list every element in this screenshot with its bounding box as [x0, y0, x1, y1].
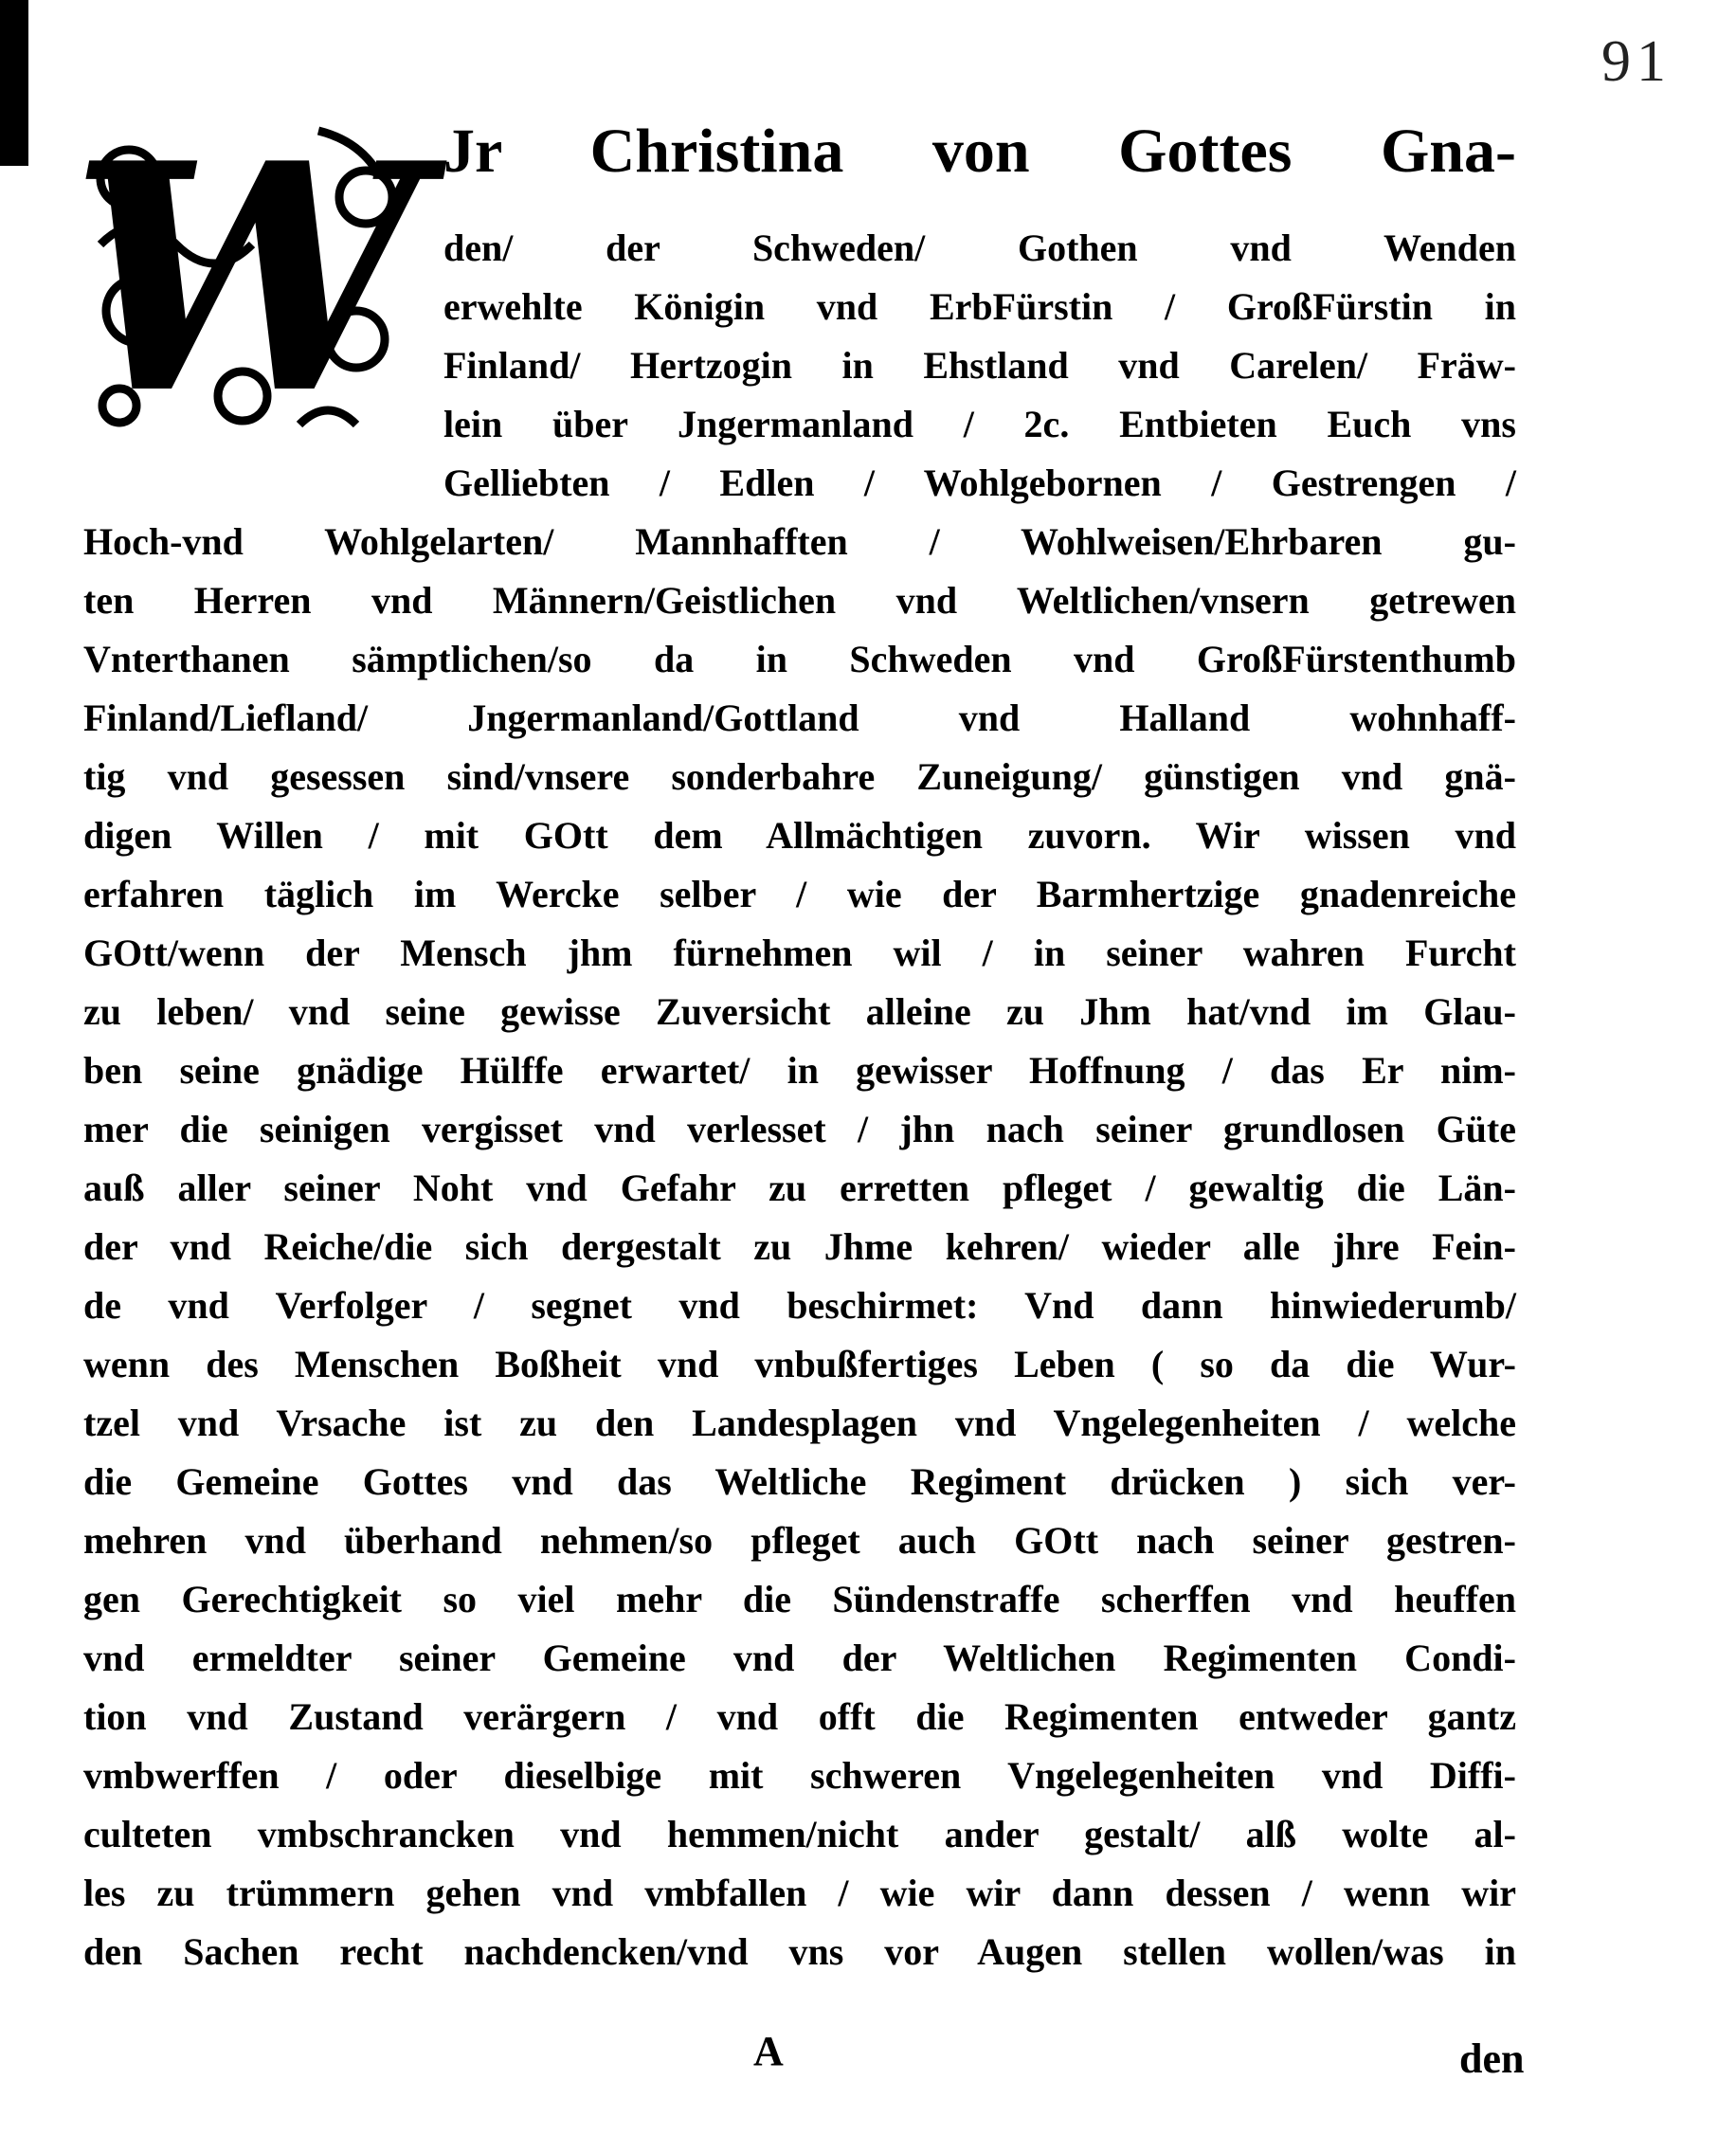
- text-line: wenn des Menschen Boßheit vnd vnbußfertiges Leben ( so da die Wur-: [83, 1343, 1516, 1385]
- page-number: 91: [1601, 29, 1672, 94]
- text-line: culteten vmbschrancken vnd hemmen/nicht ander gestalt/ alß wolte al-: [83, 1813, 1516, 1855]
- text-line: mer die seinigen vergisset vnd verlesset / jhn nach seiner grundlosen Güte: [83, 1108, 1516, 1150]
- text-line: den Sachen recht nachdencken/vnd vns vor Augen stellen wollen/was in: [83, 1930, 1516, 1973]
- drop-cap-letter: W: [69, 95, 422, 462]
- ornate-initial: [69, 95, 422, 462]
- text-line: Vnterthanen sämptlichen/so da in Schweden vnd GroßFürstenthumb: [83, 638, 1516, 680]
- text-line: les zu trümmern gehen vnd vmbfallen / wie wir dann dessen / wenn wir: [83, 1872, 1516, 1914]
- text-line: de vnd Verfolger / segnet vnd beschirmet: Vnd dann hinwiederumb/: [83, 1284, 1516, 1327]
- text-line: der vnd Reiche/die sich dergestalt zu Jhme kehren/ wieder alle jhre Fein-: [83, 1225, 1516, 1268]
- text-line: erfahren täglich im Wercke selber / wie der Barmhertzige gnadenreiche: [83, 873, 1516, 915]
- catchword: den: [1459, 2035, 1525, 2082]
- text-line: die Gemeine Gottes vnd das Weltliche Regiment drücken ) sich ver-: [83, 1460, 1516, 1503]
- text-line: lein über Jngermanland / 2c. Entbieten Euch vns: [443, 403, 1516, 445]
- heading-line: Jr Christina von Gottes Gna-: [443, 117, 1516, 186]
- text-line: Hoch-vnd Wohlgelarten/ Mannhafften / Wohlweisen/Ehrbaren gu-: [83, 520, 1516, 563]
- text-line: digen Willen / mit GOtt dem Allmächtigen zuvorn. Wir wissen vnd: [83, 814, 1516, 857]
- text-line: Finland/ Hertzogin in Ehstland vnd Carelen/ Fräw-: [443, 344, 1516, 387]
- text-line: vmbwerffen / oder dieselbige mit schweren Vngelegenheiten vnd Diffi-: [83, 1754, 1516, 1797]
- text-line: gen Gerechtigkeit so viel mehr die Sündenstraffe scherffen vnd heuffen: [83, 1578, 1516, 1620]
- text-line: zu leben/ vnd seine gewisse Zuversicht alleine zu Jhm hat/vnd im Glau-: [83, 990, 1516, 1033]
- scan-edge-shadow: [0, 0, 28, 166]
- text-line: tig vnd gesessen sind/vnsere sonderbahre Zuneigung/ günstigen vnd gnä-: [83, 755, 1516, 798]
- text-line: GOtt/wenn der Mensch jhm fürnehmen wil / in seiner wahren Furcht: [83, 932, 1516, 974]
- text-line: tion vnd Zustand verärgern / vnd offt die Regimenten entweder gantz: [83, 1695, 1516, 1738]
- text-line: mehren vnd überhand nehmen/so pfleget auch GOtt nach seiner gestren-: [83, 1519, 1516, 1562]
- text-line: Finland/Liefland/ Jngermanland/Gottland vnd Halland wohnhaff-: [83, 697, 1516, 739]
- text-line: vnd ermeldter seiner Gemeine vnd der Weltlichen Regimenten Condi-: [83, 1637, 1516, 1679]
- text-line: Gelliebten / Edlen / Wohlgebornen / Gestrengen /: [443, 461, 1516, 504]
- text-line: ben seine gnädige Hülffe erwartet/ in gewisser Hoffnung / das Er nim-: [83, 1049, 1516, 1092]
- text-line: tzel vnd Vrsache ist zu den Landesplagen vnd Vngelegenheiten / welche: [83, 1402, 1516, 1444]
- text-line: auß aller seiner Noht vnd Gefahr zu erretten pfleget / gewaltig die Län-: [83, 1167, 1516, 1209]
- signature-mark: A: [753, 2028, 784, 2074]
- text-line: ten Herren vnd Männern/Geistlichen vnd Weltlichen/vnsern getrewen: [83, 579, 1516, 622]
- text-line: den/ der Schweden/ Gothen vnd Wenden: [443, 226, 1516, 269]
- text-line: erwehlte Königin vnd ErbFürstin / GroßFürstin in: [443, 285, 1516, 328]
